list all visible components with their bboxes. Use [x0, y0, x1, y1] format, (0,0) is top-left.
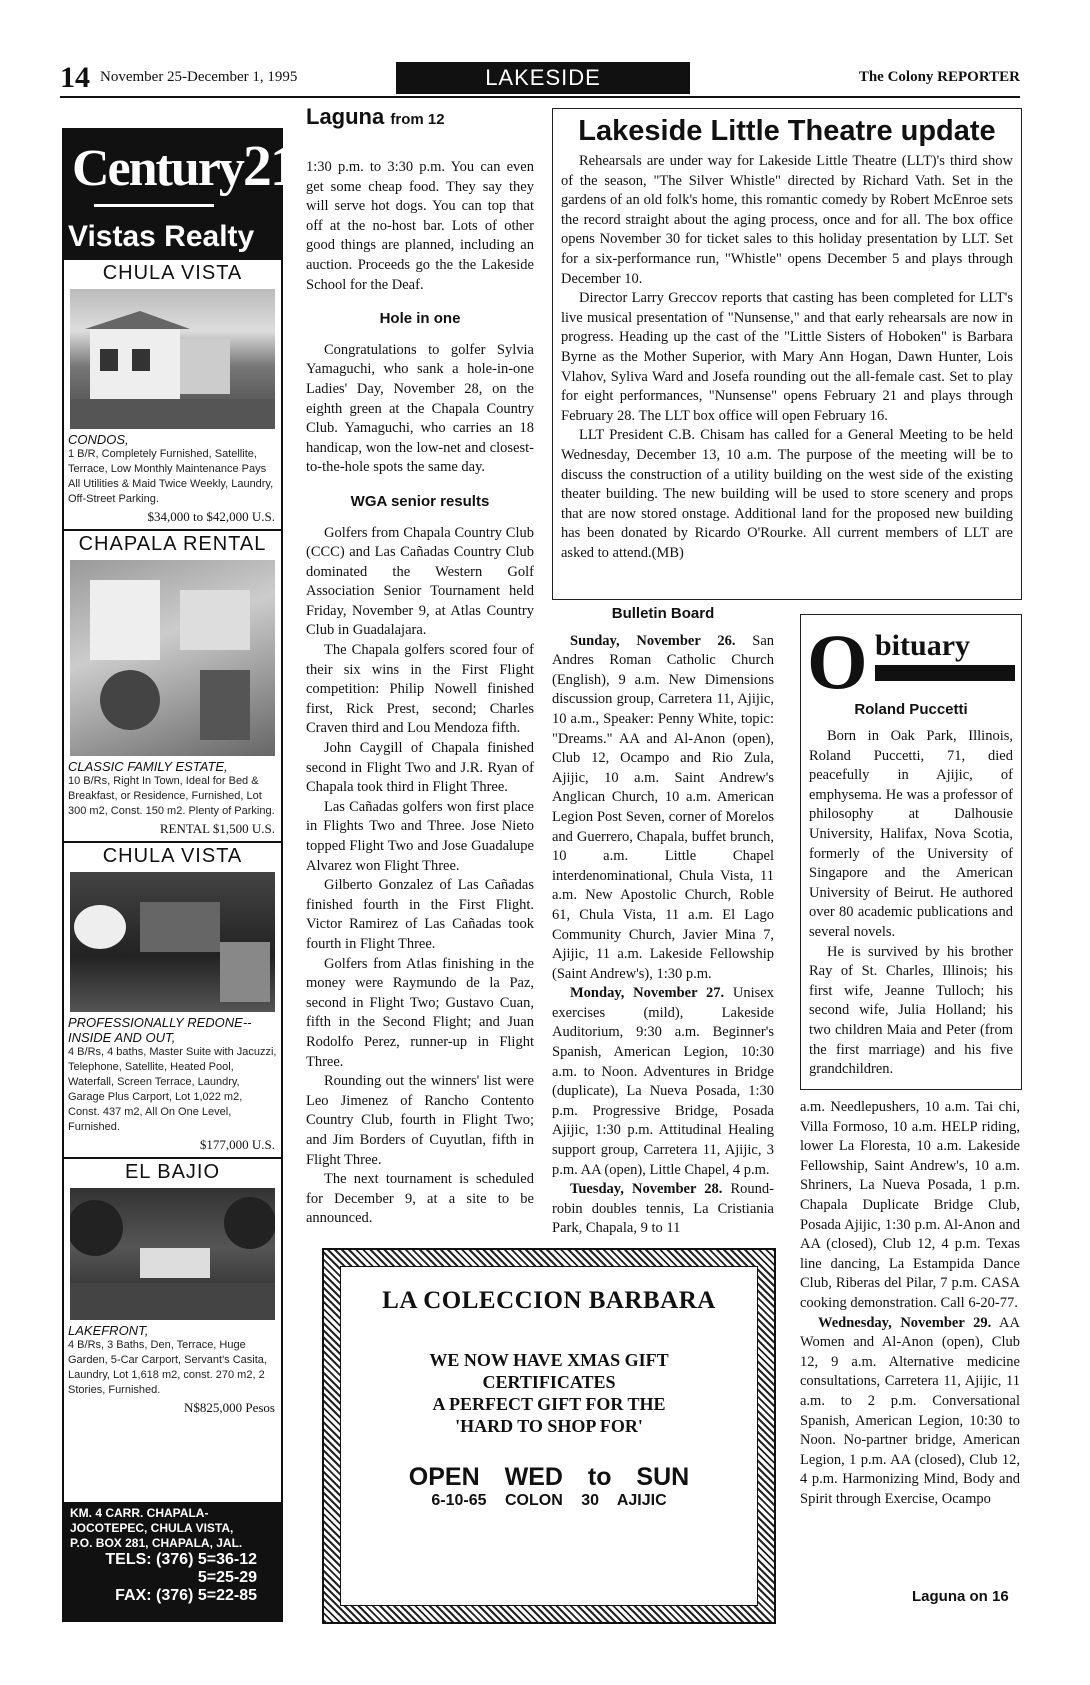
listing-title: CHULA VISTA — [102, 845, 243, 867]
ad-hours: OPEN WED to SUN — [408, 1463, 690, 1491]
address-line: JOCOTEPEC, CHULA VISTA, — [70, 1521, 234, 1535]
listing-photo — [70, 1188, 275, 1320]
page-number: 14 — [60, 61, 90, 94]
day-listing: San Andres Roman Catholic Church (English), 9 a.m. New Dimensions discussion group, Carretera 11, Ajijic, 10 a.m., Speaker: Penny White, topic: "Dreams." AA and Al-Anon (open), Club 12, Ocampo and Rio Zula, Ajijic, 10 a.m. Saint Andrew's Anglican Church, 10 a.m. American Legion Post Seven, corner of Morelos and Guerrero, Chapala, buffet brunch, 10 a.m. Little Chapel interdenominational, Chula Vista, 11 a.m. New Apostolic Church, Roble 61, Chula Vista, 11 a.m. El Lago Community Church, Javier Mina 7, Ajijic, 11 a.m. Lakeside Fellowship (Saint Andrew's), 1:30 p.m. — [552, 632, 774, 982]
day-listing: Unisex exercises (mild), Lakeside Auditorium, 9:30 a.m. Beginner's Spanish, American Legion, 10:30 a.m. to Noon. Adventures in Bridge (duplicate), La Nueva Posada, 1:30 p.m. Progressive Bridge, Posada Ajijic, 1:30 p.m. Attitudinal Healing support group, Carretera 11, Ajijic, 3 p.m. AA (open), Little Chapel, 4 p.m. — [552, 985, 774, 1178]
brand-name: Century — [72, 140, 243, 197]
subhead-hole-in-one: Hole in one — [379, 310, 461, 328]
article-paragraph: John Caygill of Chapala finished second in Flight Two and J.R. Ryan of Chapala took third in Flight Three. — [306, 740, 534, 796]
article-paragraph: He is survived by his brother Ray of St. Charles, Illinois; his first wife, Jeanne Tulloch; his second wife, Julia Holland; his two children Maia and Peter (from the first marriage) and his five grandchildren. — [809, 943, 1013, 1078]
listing-type: CONDOS, — [68, 432, 129, 447]
fax-line: FAX: (376) 5=22-85 — [115, 1587, 257, 1604]
ad-line: CERTIFICATES — [482, 1372, 616, 1392]
bulletin-continued — [800, 1098, 1020, 1509]
article-paragraph: Gilberto Gonzalez of Las Cañadas finished fourth in the First Flight. Victor Ramirez of Las Cañadas took fourth in Flight Three. — [306, 877, 534, 952]
article-paragraph: Congratulations to golfer Sylvia Yamaguchi, who sank a hole-in-one Ladies' Day, November 28, on the eighth green at the Chapala Country Club. Yamaguchi, who carries an 18 handicap, won the low-net and closest-to-the-hole spots the same day. — [306, 341, 534, 476]
day-heading: Wednesday, November 29. — [818, 1314, 992, 1331]
obituary-initial: O — [807, 618, 868, 705]
article-paragraph: Golfers from Atlas finishing in the money were Raymundo de la Paz, second in Flight Two; Gustavo Cuan, fifth in the Second Flight; and Juan Rodolfo Perez, runner-up in Flight Three. — [306, 955, 534, 1070]
ad-line: WE NOW HAVE XMAS GIFT — [429, 1350, 669, 1370]
bulletin-board — [552, 604, 774, 1239]
barbara-ad-panel — [340, 1266, 758, 1606]
listing-chula-vista-house — [64, 841, 281, 1157]
listing-price: $34,000 to $42,000 U.S. — [147, 509, 275, 524]
phone-line: TELS: (376) 5=36-12 — [105, 1551, 257, 1568]
ad-phone: 6-10-65 — [431, 1492, 487, 1509]
article-paragraph: The Chapala golfers scored four of their six wins in the First Flight competition: Philip Nowell finished first, Rick Prest, second; Charles Craven third and Lou Mendoza fifth. — [306, 642, 534, 737]
lakefront-house-illustration — [70, 1188, 275, 1320]
day-listing: AA Women and Al-Anon (open), Club 12, 9 a.m. Alternative medicine consultations, Carretera 11, Ajijic, 11 a.m. to 2 p.m. Conversational Spanish, American Legion, 10:30 to Noon. No-partner bridge, American Legion, 1 p.m. AA (closed), Club 12, 4 p.m. Harmonizing Mind, Body and Spirit through Exercise, Ocampo — [800, 1314, 1020, 1507]
obituary — [800, 614, 1022, 1090]
listing-el-bajio — [64, 1157, 281, 1420]
article-paragraph: Las Cañadas golfers won first place in Flights Two and Three. Jose Nieto topped Flight Two and Jose Guadalupe Alvarez won Flight Three. — [306, 798, 534, 874]
address-line: KM. 4 CARR. CHAPALA- — [70, 1506, 209, 1520]
listing-price: $177,000 U.S. — [199, 1137, 275, 1152]
listing-desc: 4 B/Rs, 4 baths, Master Suite with Jacuzzi, Telephone, Satellite, Heated Pool, Waterfall, Screen Terrace, Laundry, Garage Plus Carport, Lot 1,022 m2, Const. 437 m2, All On One Level, Furnished. — [68, 1046, 277, 1133]
listing-title: CHAPALA RENTAL — [78, 533, 267, 555]
article-paragraph: LLT President C.B. Chisam has called for a General Meeting to be held Wednesday, December 13, 10 a.m. The purpose of the meeting will be to discuss the construction of a utility building on the west side of the existing theater building. The new building will be used to store scenery and props that are now stored onstage. Additional land for the proposed new building has been donated by Ricardo O'Rourke. All current members of LLT are asked to attend.(MB) — [561, 427, 1013, 561]
article-paragraph: Golfers from Chapala Country Club (CCC) and Las Cañadas Country Club dominated the Western Golf Association Senior Tournament held Friday, November 9, at Atlas Country Club in Guadalajara. — [306, 524, 534, 639]
ad-line: A PERFECT GIFT FOR THE — [432, 1394, 666, 1414]
logo-rule — [94, 204, 214, 207]
day-heading: Sunday, November 26. — [570, 632, 736, 649]
living-room-illustration — [70, 872, 275, 1012]
day-heading: Monday, November 27. — [570, 985, 725, 1002]
realty-logo — [64, 130, 297, 258]
listing-photo — [70, 872, 275, 1012]
office-name: Vistas Realty — [68, 220, 255, 253]
bulletin-title: Bulletin Board — [611, 605, 715, 622]
century21-logo — [72, 132, 297, 199]
realty-ad — [62, 128, 297, 1622]
day-listing: a.m. Needlepushers, 10 a.m. Tai chi, Villa Formoso, 10 a.m. HELP riding, lower La Floresta, 10 a.m. Lakeside Fellowship, Saint Andrew's, 10 a.m. Shriners, La Nueva Posada, 1 p.m. Chapala Duplicate Bridge Club, Posada Ajijic, 1:30 p.m. Al-Anon and AA (closed), Club 12, 4 p.m. Texas line dancing, La Estampida Dance Club, Riberas del Pilar, 7 p.m. CASA cooking demonstration. Call 6-20-77. — [800, 1099, 1020, 1311]
obituary-rule — [875, 665, 1015, 681]
ad-address: COLON 30 AJIJIC — [504, 1492, 667, 1509]
ad-line: 'HARD TO SHOP FOR' — [455, 1416, 643, 1436]
section-banner: LAKESIDE — [396, 62, 690, 94]
day-listing: Round-robin doubles tennis, La Cristiania Park, Chapala, 9 to 11 — [552, 1181, 774, 1237]
article-paragraph: Born in Oak Park, Illinois, Roland Puccetti, 71, died peacefully in Ajijic, of emphysema. He was a professor of philosophy at Dalhousie University, Halifax, Nova Scotia, formerly of the University of Singapore and the American University of Beirut. He authored over 80 academic publications and several novels. — [809, 728, 1013, 940]
jump-head-title: Laguna — [306, 104, 385, 129]
realty-contact — [64, 1502, 281, 1620]
masthead — [60, 60, 1020, 98]
obituary-name: Roland Puccetti — [854, 701, 968, 718]
listing-title: CHULA VISTA — [102, 262, 243, 284]
phone-line: 5=25-29 — [197, 1569, 257, 1586]
listing-desc: 1 B/R, Completely Furnished, Satellite, Terrace, Low Monthly Maintenance Pays All Utilities & Maid Twice Weekly, Laundry, Off-Street Parking. — [68, 448, 274, 505]
article-paragraph: Rounding out the winners' list were Leo Jimenez of Rancho Contento Country Club, fourth in Flight Two; and Jim Borders of Cuyutlan, fifth in Flight Three. — [306, 1073, 534, 1168]
paper-name: The Colony REPORTER — [858, 69, 1020, 85]
listing-type: CLASSIC FAMILY ESTATE, — [68, 759, 228, 774]
listing-type: LAKEFRONT, — [68, 1323, 149, 1338]
address-line: P.O. BOX 281, CHAPALA, JAL. — [70, 1536, 243, 1550]
subhead-wga: WGA senior results — [350, 492, 490, 510]
jump-head-from: from 12 — [390, 111, 445, 128]
laguna-column — [306, 158, 534, 1229]
listing-price: RENTAL $1,500 U.S. — [159, 821, 275, 836]
listing-chapala-rental — [64, 529, 281, 841]
listing-price: N$825,000 Pesos — [183, 1400, 275, 1415]
ad-title: LA COLECCION BARBARA — [382, 1287, 716, 1314]
article-paragraph: 1:30 p.m. to 3:30 p.m. You can even get some cheap food. They say they will serve hot dogs. You can top that off at the no-host bar. Lots of other good things are planned, including an auction. Proceeds go the the Lakeside School for the Deaf. — [306, 159, 534, 293]
barbara-ad — [322, 1248, 776, 1624]
jump-head — [306, 104, 445, 130]
listing-photo — [70, 289, 275, 429]
article-paragraph: Rehearsals are under way for Lakeside Little Theatre (LLT)'s third show of the season, "The Silver Whistle" directed by Richard Vath. Set in the gardens of an old folk's home, this romantic comedy by Robert McEnroe sets the record straight about the aging process, once and for all. The box office opens November 30 for ticket sales to this holiday presentation by LLT. Set for a six-performance run, "Whistle" opens December 5 and plays through December 10. — [561, 153, 1013, 287]
listing-photo — [70, 560, 275, 756]
condo-building-illustration — [70, 289, 275, 429]
listing-type: PROFESSIONALLY REDONE-- INSIDE AND OUT, — [68, 1015, 252, 1045]
listing-chula-vista-condos — [64, 258, 281, 529]
article-paragraph: Director Larry Greccov reports that casting has been completed for LLT's live musical presentation of "Nunsense," and that early rehearsals are now in progress. Heading up the cast of the "Little Sisters of Hoboken" is Barbara Byrne as the Mother Superior, with Mary Ann Hogan, Dawn Hunter, Lois Vlahov, Syliva Ward and Josefa rounding out the all-female cast. Set to play for eight performances, "Nunsense" opens February 21 and plays through February 28. The LLT box office will open February 16. — [561, 290, 1013, 424]
theatre-article — [552, 108, 1022, 600]
estate-interior-illustration — [70, 560, 275, 756]
issue-date: November 25-December 1, 1995 — [100, 69, 298, 85]
article-paragraph: The next tournament is scheduled for December 9, at a site to be announced. — [306, 1171, 534, 1227]
headline: Lakeside Little Theatre update — [578, 115, 996, 147]
day-heading: Tuesday, November 28. — [570, 1181, 723, 1198]
jump-to: Laguna on 16 — [912, 1588, 1009, 1605]
brand-number: 21 — [242, 133, 297, 198]
listing-desc: 10 B/Rs, Right In Town, Ideal for Bed & Breakfast, or Residence, Furnished, Lot 300 m2, Const. 150 m2. Plenty of Parking. — [68, 775, 275, 817]
obituary-word: bituary — [875, 629, 971, 662]
listing-title: EL BAJIO — [124, 1161, 221, 1183]
listing-desc: 4 B/Rs, 3 Baths, Den, Terrace, Huge Garden, 5-Car Carport, Servant's Casita, Laundry, Lot 1,618 m2, const. 270 m2, 2 Stories, Furnished. — [68, 1339, 267, 1396]
